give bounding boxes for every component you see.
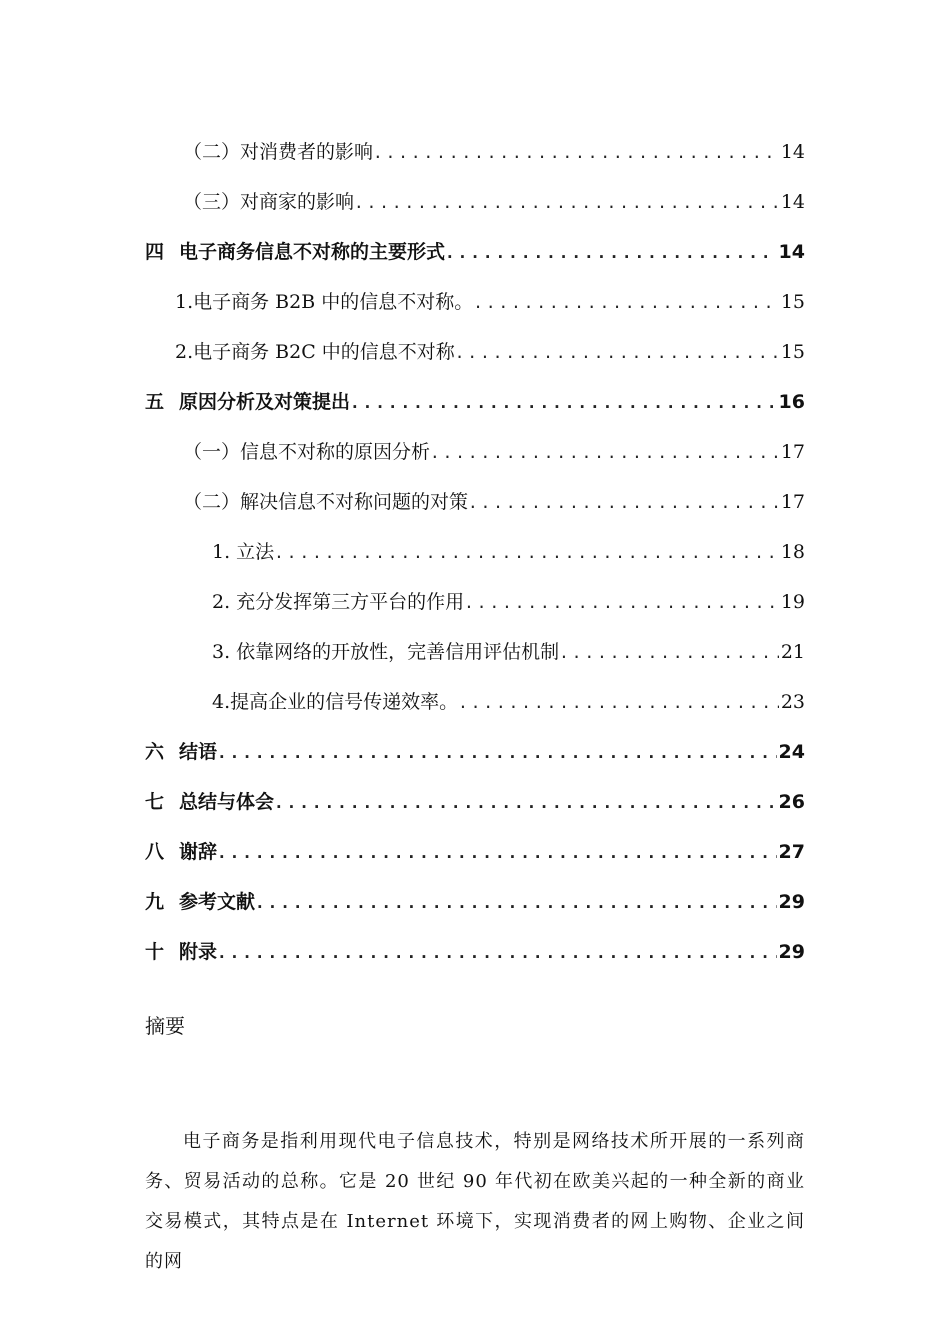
toc-entry-label: （三）对商家的影响 <box>183 191 355 213</box>
toc-leader-dots <box>458 678 779 728</box>
toc-entry-label: 附录 <box>179 941 218 963</box>
toc-entry[interactable] <box>183 127 805 177</box>
toc-chapter-entry[interactable] <box>145 727 805 777</box>
toc-leader-dots <box>455 328 779 378</box>
toc-page-number: 26 <box>778 791 805 813</box>
toc-entry-label: 4.提高企业的信号传递效率。 <box>212 691 459 713</box>
toc-chapter-number: 十 <box>145 941 165 963</box>
toc-page-number: 16 <box>778 391 805 413</box>
toc-page-number: 29 <box>778 891 805 913</box>
toc-entry-label: 1.电子商务 B2B 中的信息不对称。 <box>175 291 474 313</box>
toc-entry-label: 参考文献 <box>179 891 256 913</box>
toc-chapter-entry[interactable] <box>145 377 805 427</box>
toc-entry-label: 1. 立法 <box>212 541 275 563</box>
toc-entry[interactable] <box>183 177 805 227</box>
toc-entry[interactable] <box>183 477 805 527</box>
toc-leader-dots <box>274 778 777 828</box>
toc-chapter-number: 九 <box>145 891 165 913</box>
toc-entry-label: 3. 依靠网络的开放性，完善信用评估机制 <box>212 641 560 663</box>
toc-entry-label: 原因分析及对策提出 <box>179 391 351 413</box>
toc-entry-label: 电子商务信息不对称的主要形式 <box>179 241 446 263</box>
toc-page-number: 24 <box>778 741 805 763</box>
toc-entry-label: （二）对消费者的影响 <box>183 141 374 163</box>
toc-page-number: 19 <box>780 591 805 613</box>
toc-chapter-number: 六 <box>145 741 165 763</box>
toc-leader-dots <box>559 628 779 678</box>
toc-chapter-number: 八 <box>145 841 165 863</box>
toc-leader-dots <box>473 278 779 328</box>
toc-chapter-entry[interactable] <box>145 927 805 977</box>
toc-chapter-number: 七 <box>145 791 165 813</box>
toc-entry[interactable] <box>212 627 805 677</box>
toc-page-number: 14 <box>780 191 805 213</box>
toc-leader-dots <box>217 828 777 878</box>
toc-entry-label: 总结与体会 <box>179 791 275 813</box>
toc-entry-label: 2.电子商务 B2C 中的信息不对称 <box>175 341 455 363</box>
toc-page-number: 23 <box>780 691 805 713</box>
toc-entry-label: 2. 充分发挥第三方平台的作用 <box>212 591 465 613</box>
abstract-heading: 摘要 <box>145 1014 185 1038</box>
toc-chapter-number: 五 <box>145 391 165 413</box>
toc-entry[interactable] <box>175 327 805 377</box>
toc-entry[interactable] <box>212 677 805 727</box>
toc-chapter-entry[interactable] <box>145 877 805 927</box>
toc-page-number: 29 <box>778 941 805 963</box>
toc-entry[interactable] <box>183 427 805 477</box>
toc-leader-dots <box>255 878 777 928</box>
toc-page-number: 27 <box>778 841 805 863</box>
toc-leader-dots <box>430 428 779 478</box>
toc-entry-label: （二）解决信息不对称问题的对策 <box>183 491 469 513</box>
toc-page-number: 14 <box>780 141 805 163</box>
toc-chapter-entry[interactable] <box>145 777 805 827</box>
toc-leader-dots <box>274 528 779 578</box>
toc-entry[interactable] <box>212 527 805 577</box>
toc-page-number: 14 <box>778 241 805 263</box>
toc-chapter-number: 四 <box>145 241 165 263</box>
toc-entry-label: （一）信息不对称的原因分析 <box>183 441 431 463</box>
toc-page-number: 17 <box>780 491 805 513</box>
toc-page-number: 18 <box>780 541 805 563</box>
toc-page-number: 15 <box>780 291 805 313</box>
toc-page-number: 21 <box>780 641 805 663</box>
toc-leader-dots <box>445 228 777 278</box>
toc-page-number: 17 <box>780 441 805 463</box>
toc-leader-dots <box>468 478 779 528</box>
abstract-paragraph: 电子商务是指利用现代电子信息技术，特别是网络技术所开展的一系列商务、贸易活动的总称。它是 20 世纪 90 年代初在欧美兴起的一种全新的商业交易模式，其特点是在 Internet 环境下，实现消费者的网上购物、企业之间的网 <box>145 1131 805 1272</box>
toc-entry[interactable] <box>212 577 805 627</box>
toc-leader-dots <box>217 928 777 978</box>
toc-chapter-entry[interactable] <box>145 227 805 277</box>
toc-chapter-entry[interactable] <box>145 827 805 877</box>
toc-page-number: 15 <box>780 341 805 363</box>
toc-leader-dots <box>354 178 779 228</box>
toc-leader-dots <box>217 728 777 778</box>
toc-leader-dots <box>464 578 779 628</box>
toc-leader-dots <box>373 128 779 178</box>
toc-entry-label: 结语 <box>179 741 218 763</box>
toc-entry-label: 谢辞 <box>179 841 218 863</box>
toc-leader-dots <box>350 378 777 428</box>
toc-entry[interactable] <box>175 277 805 327</box>
